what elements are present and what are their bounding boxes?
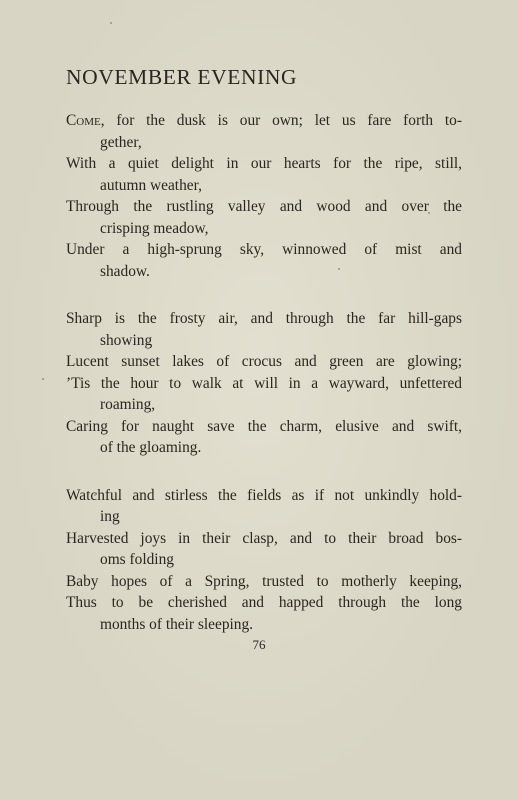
poem-title: NOVEMBER EVENING (66, 65, 298, 89)
poem-line-continuation: roaming, (100, 396, 156, 413)
poem-line: Under a high-sprung sky, winnowed of mist and (66, 241, 462, 258)
poem-line: Baby hopes of a Spring, trusted to motherly keeping, (66, 572, 462, 590)
poem-line: With a quiet delight in our hearts for the ripe, still, (66, 155, 462, 172)
paper-speck (110, 22, 112, 24)
poem-line: Sharp is the frosty air, and through the far hill-gaps (66, 310, 462, 327)
stanza-3 (66, 485, 462, 636)
stanza-2 (66, 308, 462, 459)
poem-body (66, 110, 462, 661)
poem-line-continuation: of the gloaming. (100, 439, 202, 456)
paper-speck (42, 378, 44, 380)
poem-line-continuation: shadow. (100, 262, 150, 280)
poem-line-continuation: gether, (100, 133, 142, 151)
poem-line-continuation: ing (100, 508, 120, 525)
poem-line: Thus to be cherished and happed through the long (66, 594, 462, 611)
stanza-1 (66, 110, 462, 282)
poem-line-continuation: months of their sleeping. (100, 615, 254, 633)
poem-line: Harvested joys in their clasp, and to their broad bos- (66, 529, 462, 547)
poem-line: Caring for naught save the charm, elusive and swift, (66, 417, 462, 435)
poem-line: Through the rustling valley and wood and over the (66, 198, 462, 215)
poem-line: Watchful and stirless the fields as if not unkindly hold- (66, 486, 462, 504)
poem-line (66, 110, 462, 132)
poem-line: Lucent sunset lakes of crocus and green are glowing; (66, 353, 462, 370)
poem-line-continuation: crisping meadow, (100, 219, 209, 237)
poem-line-continuation: autumn weather, (100, 176, 202, 194)
page-number: 76 (252, 637, 266, 652)
poem-line-continuation: showing (100, 331, 153, 349)
poem-line: ’Tis the hour to walk at will in a wayward, unfettered (66, 374, 462, 392)
line-text: for the dusk is our own; let us fare forth to- (104, 112, 462, 129)
opening-word: Come, (66, 112, 105, 129)
poem-line-continuation: oms folding (100, 551, 174, 568)
